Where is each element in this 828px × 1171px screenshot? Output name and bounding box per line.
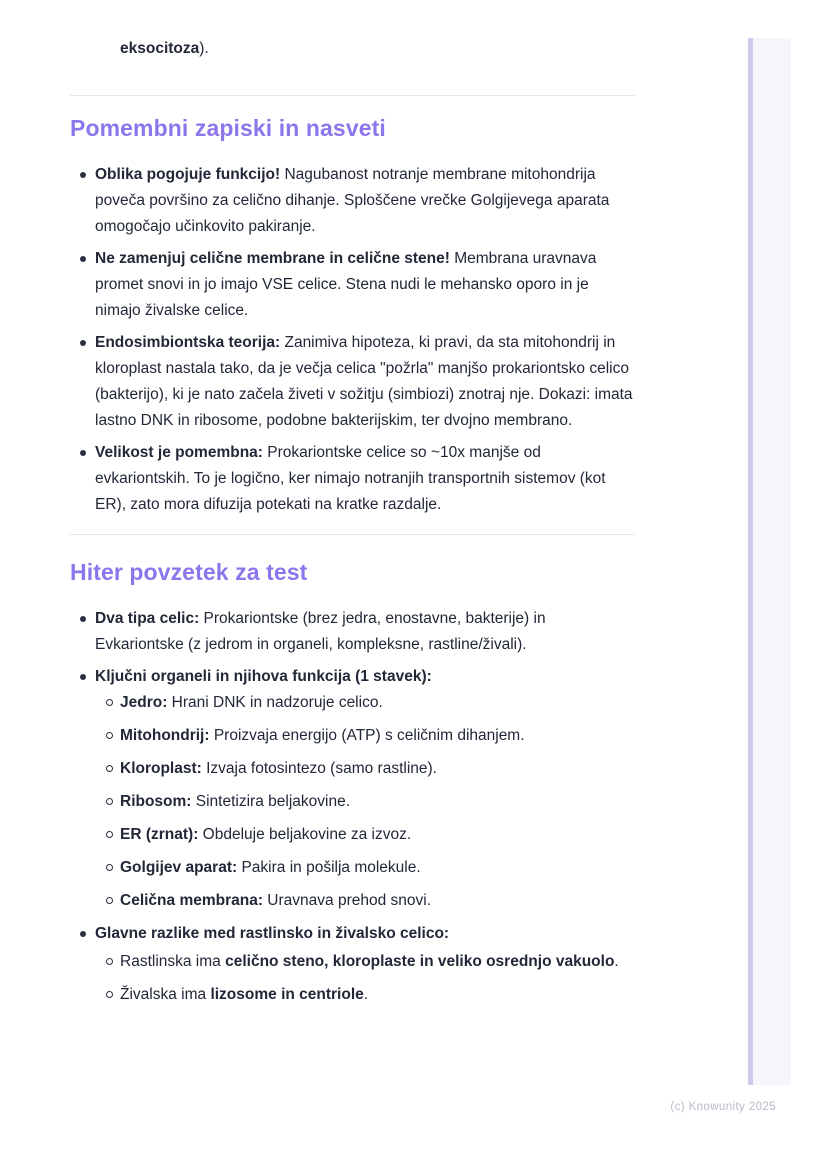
item-lead: Dva tipa celic:	[95, 610, 200, 627]
page-edge-strip	[748, 38, 791, 1085]
item-text: Zanimiva hipoteza, ki pravi, da sta mitohondrij in kloroplast nastala tako, da je večja celica "požrla" manjšo prokariontsko celico (bakterijo), ki je nato začela živeti v sožitju (simbiozi) znotraj nje. Dokazi: imata lastno DNK in ribosome, podobne bakterijskim, ter dvojno membrano.	[95, 334, 633, 429]
organelle-sublist	[95, 690, 635, 914]
intro-line-rest: ).	[199, 40, 209, 57]
intro-line	[70, 38, 635, 60]
sublist-item	[95, 855, 635, 881]
copyright-footer: (c) Knowunity 2025	[670, 1101, 776, 1113]
list-item	[70, 246, 635, 324]
item-lead: ER (zrnat):	[120, 826, 199, 843]
sublist-item	[95, 756, 635, 782]
item-text: Hrani DNK in nadzoruje celico.	[167, 694, 383, 711]
sublist-item	[95, 789, 635, 815]
sublist-item	[95, 822, 635, 848]
list-item	[70, 330, 635, 434]
item-text: .	[614, 953, 619, 970]
sublist-item	[95, 723, 635, 749]
item-text: Izvaja fotosintezo (samo rastline).	[201, 760, 437, 777]
item-lead: Endosimbiontska teorija:	[95, 334, 281, 351]
section-title-summary: Hiter povzetek za test	[70, 559, 308, 585]
sublist-item	[95, 982, 635, 1008]
item-lead: Mitohondrij:	[120, 727, 210, 744]
item-text: Proizvaja energijo (ATP) s celičnim dihanjem.	[209, 727, 525, 744]
item-text: Membrana uravnava promet snovi in jo imajo VSE celice. Stena nudi le mehansko oporo in je nimajo živalske celice.	[95, 250, 597, 319]
list-item	[70, 440, 635, 518]
item-bold: celično steno, kloroplaste in veliko osrednjo vakuolo	[225, 953, 615, 970]
item-lead: Oblika pogojuje funkcijo!	[95, 166, 281, 183]
differences-sublist	[95, 949, 635, 1008]
item-lead: Glavne razlike med rastlinsko in živalsko celico:	[95, 925, 450, 942]
list-item	[70, 921, 635, 1008]
item-lead: Golgijev aparat:	[120, 859, 238, 876]
item-text: Prokariontske celice so ~10x manjše od evkariontskih. To je logično, ker nimajo notranjih transportnih sistemov (kot ER), zato mora difuzija potekati na kratke razdalje.	[95, 444, 606, 513]
item-bold: lizosome in centriole	[210, 986, 364, 1003]
section-title-notes: Pomembni zapiski in nasveti	[70, 115, 386, 141]
notes-list	[70, 162, 635, 518]
item-text: Uravnava prehod snovi.	[263, 892, 432, 909]
summary-list	[70, 606, 635, 1008]
item-text: Prokariontske (brez jedra, enostavne, bakterije) in Evkariontske (z jedrom in organeli, kompleksne, rastline/živali).	[95, 610, 546, 653]
item-lead: Ribosom:	[120, 793, 192, 810]
item-text: Pakira in pošilja molekule.	[237, 859, 421, 876]
item-lead: Ključni organeli in njihova funkcija (1 stavek):	[95, 668, 432, 685]
item-lead: Ne zamenjuj celične membrane in celične stene!	[95, 250, 450, 267]
list-item	[70, 664, 635, 914]
item-text: Nagubanost notranje membrane mitohondrija poveča površino za celično dihanje. Sploščene vrečke Golgijevega aparata omogočajo učinkovito pakiranje.	[95, 166, 610, 235]
item-pre: Živalska ima	[120, 986, 211, 1003]
sublist-item	[95, 888, 635, 914]
item-text: Sintetizira beljakovine.	[191, 793, 350, 810]
section-divider	[70, 534, 635, 535]
sublist-item	[95, 690, 635, 716]
intro-line-bold: eksocitoza	[120, 40, 200, 57]
item-lead: Celična membrana:	[120, 892, 263, 909]
sublist-item	[95, 949, 635, 975]
list-item	[70, 162, 635, 240]
list-item	[70, 606, 635, 658]
item-pre: Rastlinska ima	[120, 953, 226, 970]
item-text: Obdeluje beljakovine za izvoz.	[198, 826, 412, 843]
section-divider	[70, 95, 635, 96]
item-lead: Velikost je pomembna:	[95, 444, 263, 461]
item-lead: Jedro:	[120, 694, 168, 711]
page-content	[70, 0, 635, 1015]
item-text: .	[363, 986, 369, 1003]
item-lead: Kloroplast:	[120, 760, 202, 777]
